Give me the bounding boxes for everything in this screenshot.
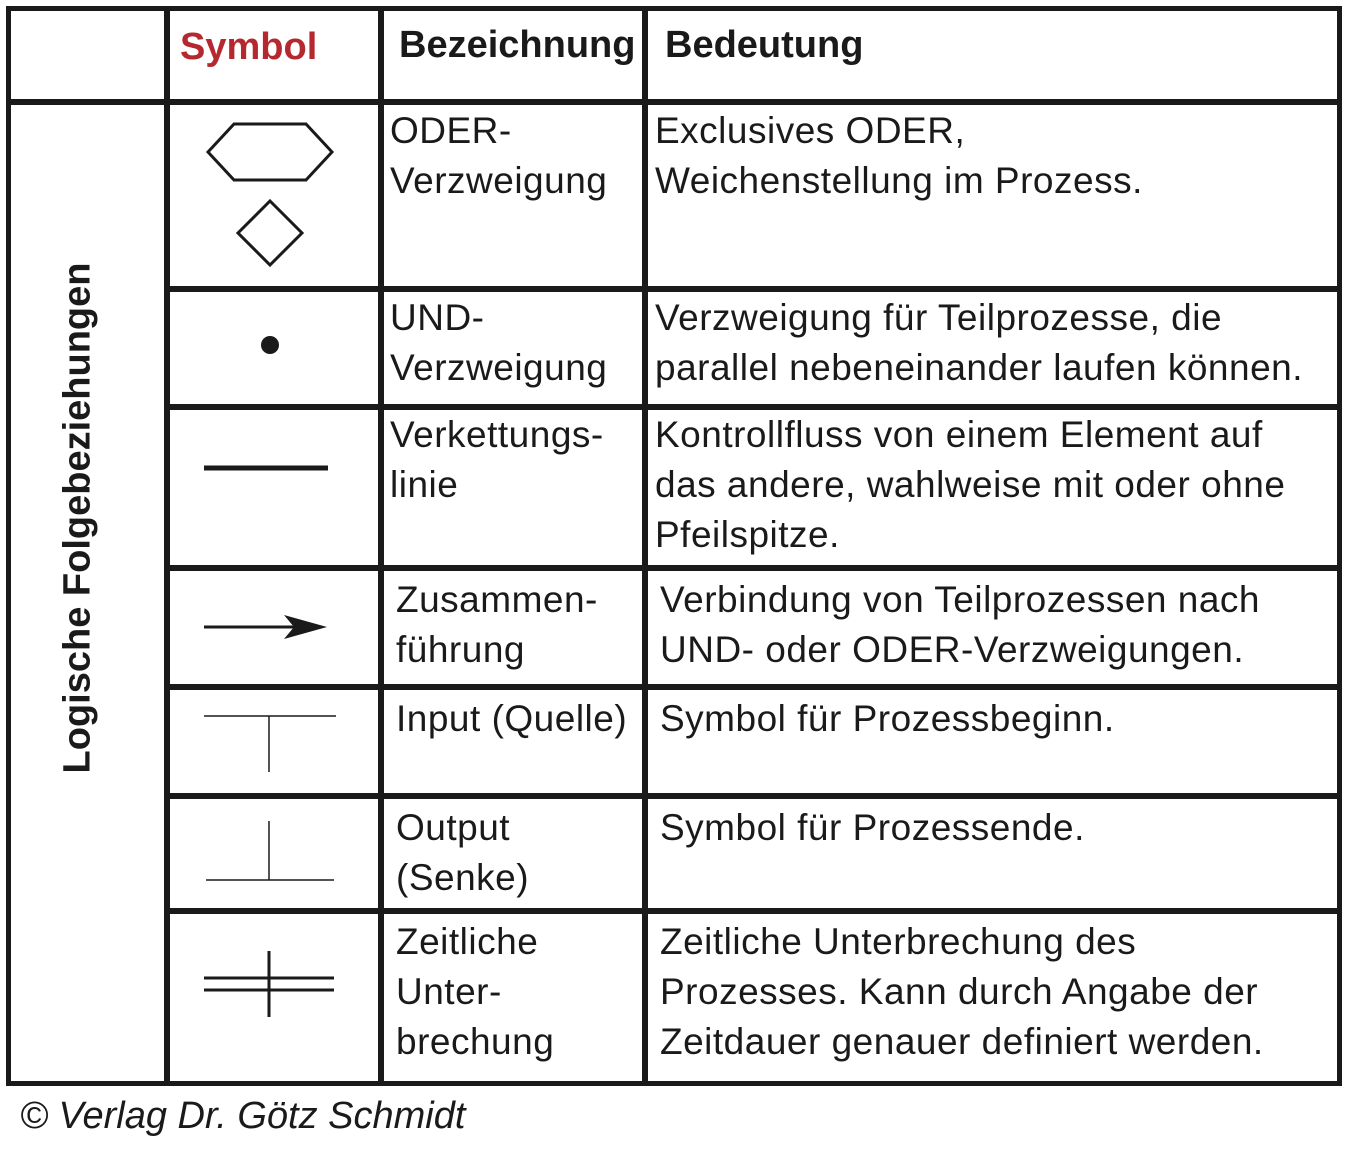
header-divider [6,99,1342,105]
row-oder-bedeutung: Exclusives ODER, Weichenstellung im Prozess. [655,110,1143,201]
side-label: Logische Folgebeziehungen [56,262,99,774]
output-inverted-t-icon [200,815,340,890]
row-output-bedeutung: Symbol für Prozessende. [660,807,1085,848]
line-icon [200,455,340,485]
row-divider [164,793,1342,799]
row-verkettung-bedeutung: Kontrollfluss von einem Element auf das andere, wahlweise mit oder ohne Pfeilspitze. [655,414,1286,555]
row-output-bezeichnung: Output (Senke) [396,807,530,898]
time-interruption-icon [200,945,340,1025]
copyright-text: © Verlag Dr. Götz Schmidt [20,1095,466,1137]
header-symbol: Symbol [180,26,318,68]
row-zeitlich-bedeutung: Zeitliche Unterbrechung des Prozesses. Kann durch Angabe der Zeitdauer genauer definiert werden. [660,921,1264,1062]
row-zeitlich-bezeichnung: Zeitliche Unter- brechung [396,921,555,1062]
input-t-icon [200,710,340,780]
row-zusammen-bedeutung: Verbindung von Teilprozessen nach UND- oder ODER-Verzweigungen. [660,579,1261,670]
row-verkettung-bezeichnung: Verkettungs- linie [390,414,604,505]
column-divider [378,6,384,1086]
row-divider [164,286,1342,292]
row-und-bedeutung: Verzweigung für Teilprozesse, die parallel nebeneinander laufen können. [655,297,1304,388]
row-divider [164,565,1342,571]
row-zusammen-bezeichnung: Zusammen- führung [396,579,598,670]
column-divider [164,6,170,1086]
column-divider [642,6,648,1086]
row-input-bezeichnung: Input (Quelle) [396,698,628,739]
row-oder-bezeichnung: ODER- Verzweigung [390,110,608,201]
arrow-icon [200,610,340,644]
row-divider [164,684,1342,690]
row-und-bezeichnung: UND- Verzweigung [390,297,608,388]
row-divider [164,908,1342,914]
row-input-bedeutung: Symbol für Prozessbeginn. [660,698,1115,739]
header-bedeutung: Bedeutung [665,24,864,66]
header-bezeichnung: Bezeichnung [399,24,636,66]
hexagon-and-diamond-icon [200,115,340,275]
dot-icon [250,325,290,365]
